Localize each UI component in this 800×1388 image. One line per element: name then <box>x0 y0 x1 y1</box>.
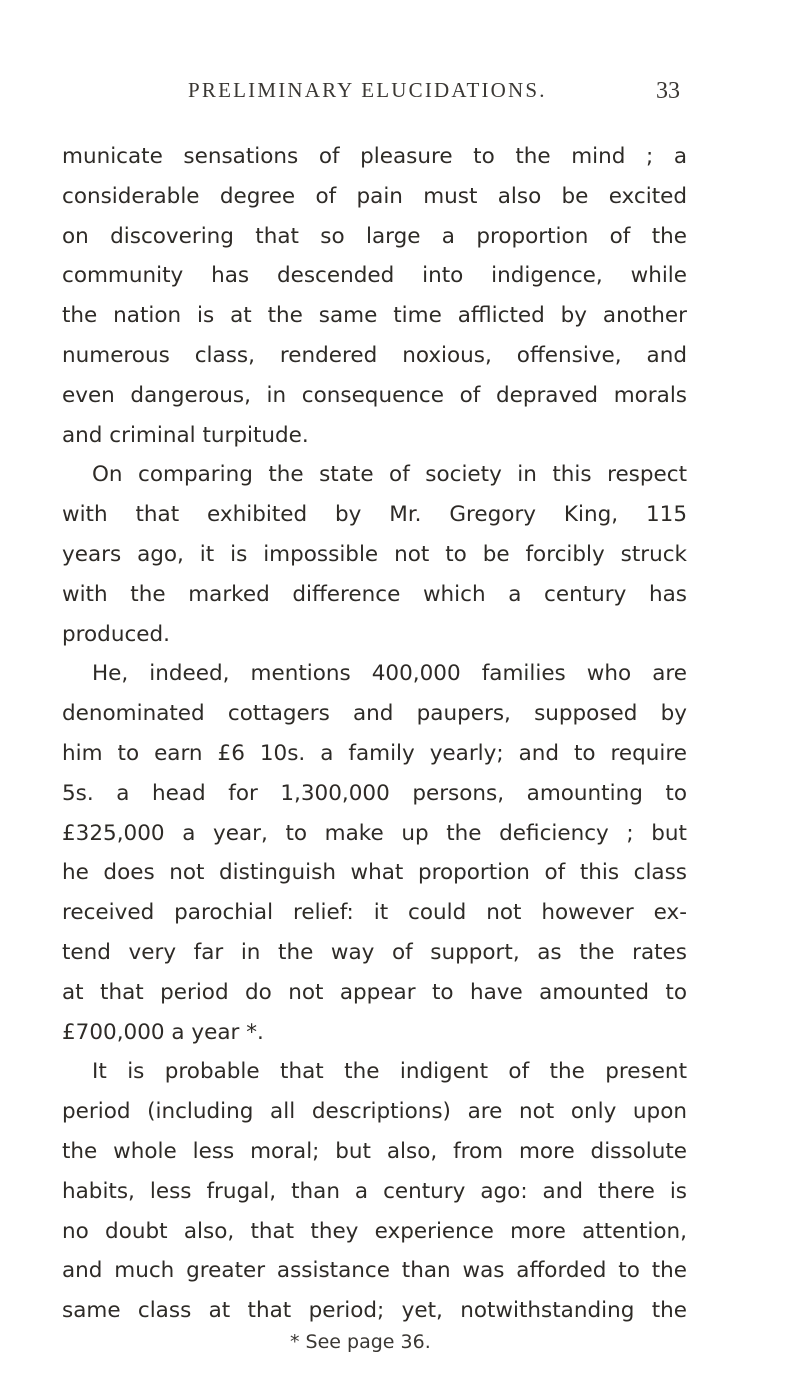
text-line: with the marked difference which a century has <box>62 581 687 607</box>
text-line: at that period do not appear to have amounted to <box>62 979 687 1005</box>
page-header <box>188 78 680 112</box>
text-line: years ago, it is impossible not to be forcibly struck <box>62 541 687 567</box>
page-number: 33 <box>656 78 680 104</box>
text-line: 5s. a head for 1,300,000 persons, amounting to <box>62 780 687 806</box>
text-line: produced. <box>62 621 170 647</box>
text-line: same class at that period; yet, notwithstanding the <box>62 1298 687 1324</box>
footnote: * See page 36. <box>290 1331 431 1353</box>
text-line: received parochial relief: it could not however ex- <box>62 900 687 926</box>
text-line: he does not distinguish what proportion of this class <box>62 860 687 886</box>
text-line: the whole less moral; but also, from more dissolute <box>62 1138 687 1164</box>
text-line: no doubt also, that they experience more attention, <box>62 1218 687 1244</box>
text-line: £325,000 a year, to make up the deficiency ; but <box>62 820 687 846</box>
text-line: numerous class, rendered noxious, offensive, and <box>62 342 687 368</box>
text-line: on discovering that so large a proportion of the <box>62 223 687 249</box>
text-line: with that exhibited by Mr. Gregory King, 115 <box>62 502 687 528</box>
running-head: PRELIMINARY ELUCIDATIONS. <box>188 78 547 102</box>
text-line: habits, less frugal, than a century ago: and there is <box>62 1178 687 1204</box>
text-line: and criminal turpitude. <box>62 422 309 448</box>
text-line: municate sensations of pleasure to the mind ; a <box>62 144 687 169</box>
text-line: even dangerous, in consequence of depraved morals <box>62 382 687 408</box>
text-line: denominated cottagers and paupers, supposed by <box>62 701 687 727</box>
text-line: considerable degree of pain must also be excited <box>62 183 687 209</box>
text-line: the nation is at the same time afflicted by another <box>62 303 687 329</box>
text-line: He, indeed, mentions 400,000 families who are <box>92 661 687 687</box>
text-line: £700,000 a year *. <box>62 1019 264 1045</box>
text-line: him to earn £6 10s. a family yearly; and to require <box>62 740 687 766</box>
text-line: On comparing the state of society in this respect <box>92 462 687 488</box>
text-line: period (including all descriptions) are not only upon <box>62 1099 687 1125</box>
text-line: community has descended into indigence, while <box>62 263 687 289</box>
text-line: and much greater assistance than was afforded to the <box>62 1258 687 1284</box>
body-text <box>62 137 687 1331</box>
text-line: It is probable that the indigent of the present <box>92 1059 687 1085</box>
text-line: tend very far in the way of support, as the rates <box>62 939 687 965</box>
